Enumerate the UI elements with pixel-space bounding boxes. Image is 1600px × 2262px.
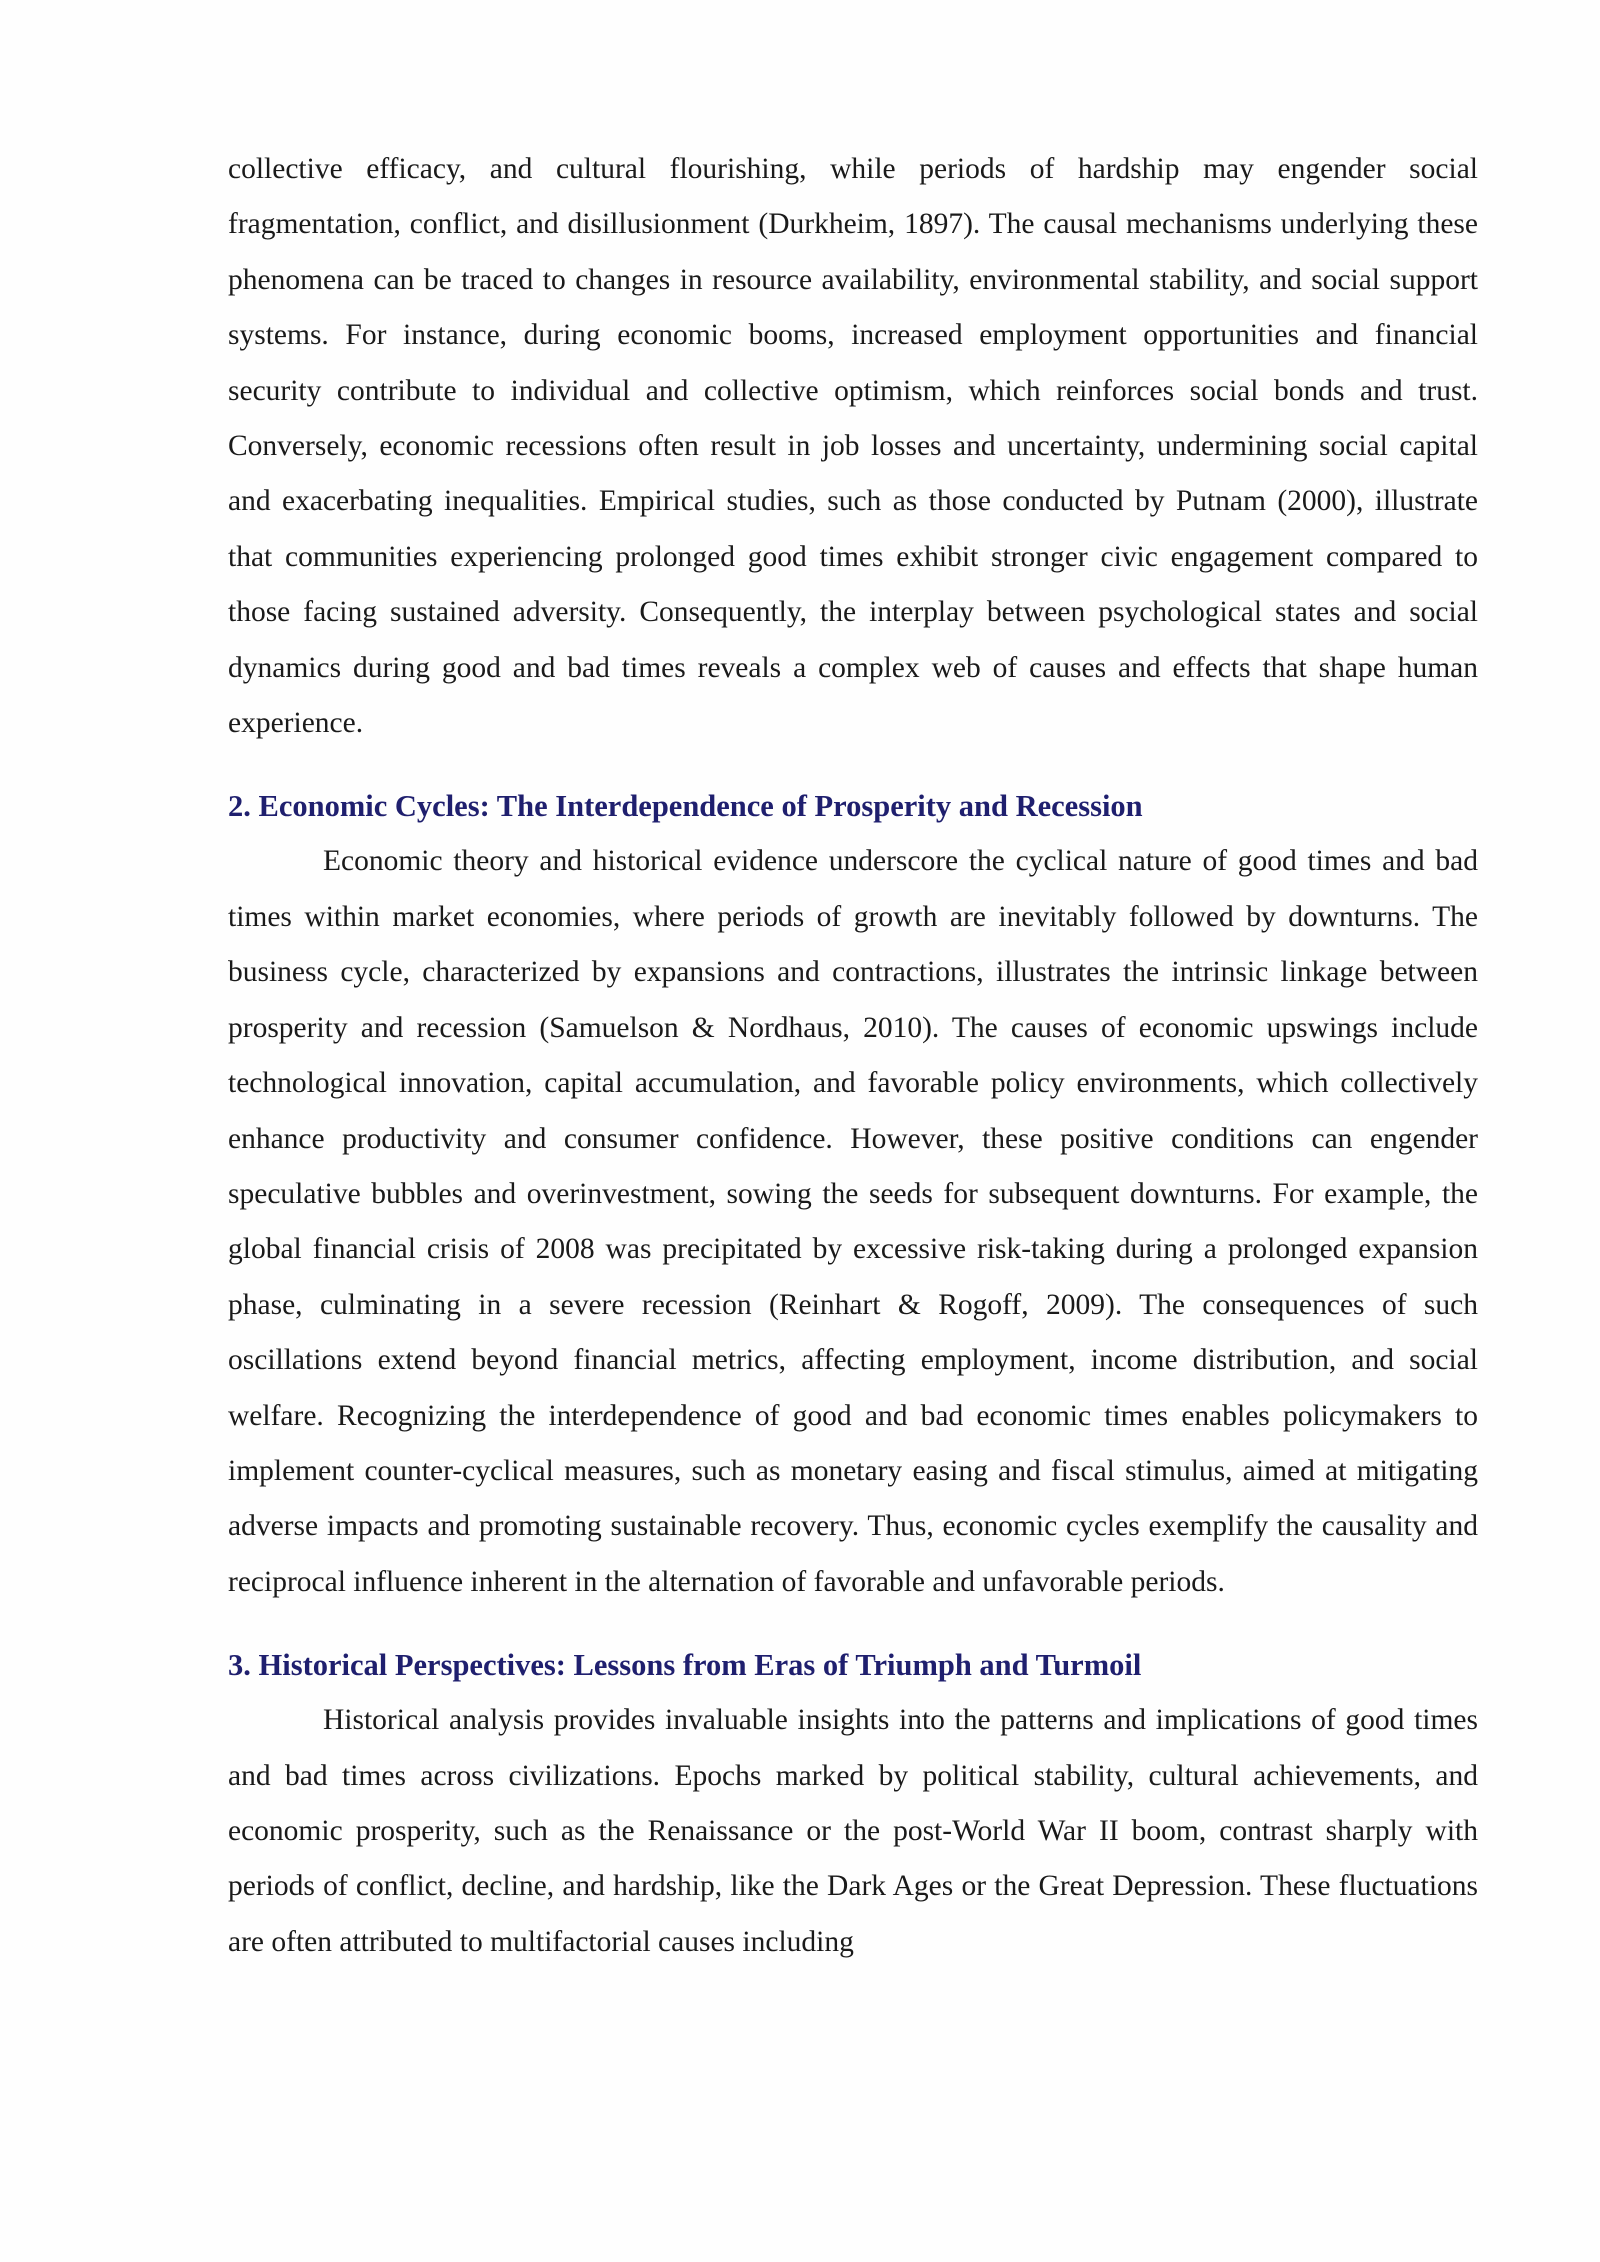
paragraph-historical-perspectives: Historical analysis provides invaluable insights into the patterns and implications of good times and bad times across civilizations. Epochs marked by political stability, cultural achievements, and economic prosperity, such as the Renaissance or the post-World War II boom, contrast sharply with periods of conflict, decline, and hardship, like the Dark Ages or the Great Depression. These fluctuations are often attributed to multifactorial causes including — [228, 1704, 1478, 1958]
page-content — [228, 142, 1478, 1970]
section-heading-economic-cycles: 2. Economic Cycles: The Interdependence of Prosperity and Recession — [228, 789, 1143, 824]
section-heading-historical-perspectives: 3. Historical Perspectives: Lessons from Eras of Triumph and Turmoil — [228, 1648, 1142, 1683]
paragraph-continuation: collective efficacy, and cultural flourishing, while periods of hardship may engender social fragmentation, conflict, and disillusionment (Durkheim, 1897). The causal mechanisms underlying these phenomena can be traced to changes in resource availability, environmental stability, and social support systems. For instance, during economic booms, increased employment opportunities and financial security contribute to individual and collective optimism, which reinforces social bonds and trust. Conversely, economic recessions often result in job losses and uncertainty, undermining social capital and exacerbating inequalities. Empirical studies, such as those conducted by Putnam (2000), illustrate that communities experiencing prolonged good times exhibit stronger civic engagement compared to those facing sustained adversity. Consequently, the interplay between psychological states and social dynamics during good and bad times reveals a complex web of causes and effects that shape human experience. — [228, 153, 1478, 740]
paragraph-economic-cycles: Economic theory and historical evidence underscore the cyclical nature of good times and bad times within market economies, where periods of growth are inevitably followed by downturns. The business cycle, characterized by expansions and contractions, illustrates the intrinsic linkage between prosperity and recession (Samuelson & Nordhaus, 2010). The causes of economic upswings include technological innovation, capital accumulation, and favorable policy environments, which collectively enhance productivity and consumer confidence. However, these positive conditions can engender speculative bubbles and overinvestment, sowing the seeds for subsequent downturns. For example, the global financial crisis of 2008 was precipitated by excessive risk-taking during a prolonged expansion phase, culminating in a severe recession (Reinhart & Rogoff, 2009). The consequences of such oscillations extend beyond financial metrics, affecting employment, income distribution, and social welfare. Recognizing the interdependence of good and bad economic times enables policymakers to implement counter-cyclical measures, such as monetary easing and fiscal stimulus, aimed at mitigating adverse impacts and promoting sustainable recovery. Thus, economic cycles exemplify the causality and reciprocal influence inherent in the alternation of favorable and unfavorable periods. — [228, 845, 1478, 1598]
